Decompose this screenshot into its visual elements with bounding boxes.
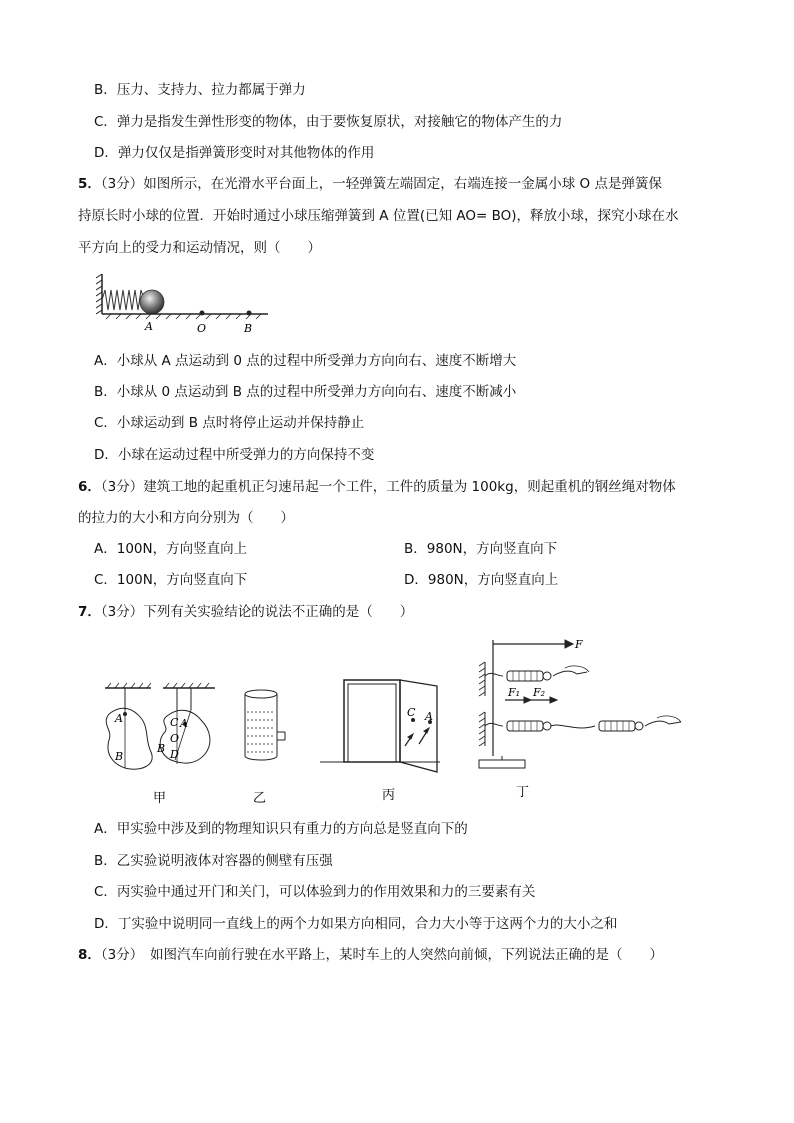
q8-stem-text: 如图汽车向前行驶在水平路上，某时车上的人突然向前倾，下列说法正确的是（ ）: [136, 947, 663, 963]
q4-option-c: C．弹力是指发生弹性形变的物体，由于要恢复原状，对接触它的物体产生的力: [94, 114, 563, 130]
label-jia: 甲: [153, 791, 167, 806]
q7-option-c: C．丙实验中通过开门和关门，可以体验到力的作用效果和力的三要素有关: [94, 884, 536, 900]
label-bing: 丙: [382, 788, 396, 803]
q5-stem-text: 如图所示，在光滑水平台面上，一轻弹簧左端固定，右端连接一金属小球 O 点是弹簧保: [143, 176, 662, 192]
ding-label-f: F: [575, 638, 583, 651]
jia-label-b: B: [115, 750, 124, 763]
q7-stem-line: [78, 602, 413, 622]
q7-option-b: B．乙实验说明液体对容器的侧壁有压强: [94, 853, 333, 869]
q5-option-a: A．小球从 A 点运动到 0 点的过程中所受弹力方向向右、速度不断增大: [94, 353, 517, 369]
q7-option-a: A．甲实验中涉及到的物理知识只有重力的方向总是竖直向下的: [94, 821, 468, 837]
q5-label-o: O: [197, 322, 207, 335]
label-yi: 乙: [253, 791, 267, 806]
q4-option-d: D．弹力仅仅是指弹簧形变时对其他物体的作用: [94, 145, 375, 161]
q5-stem-line3: 平方向上的受力和运动情况，则（ ）: [78, 240, 321, 256]
q5-stem-line1: [78, 174, 662, 194]
q6-option-d: D．980N，方向竖直向上: [404, 572, 559, 588]
bing-figure: [320, 680, 440, 772]
q8-number: 8．: [78, 947, 101, 963]
ding-label-f2: F₂: [533, 686, 546, 699]
q6-option-b: B．980N，方向竖直向下: [404, 541, 558, 557]
q5-label-b: B: [244, 322, 253, 335]
jia-label-b2: B: [157, 742, 166, 755]
jia-label-c: C: [170, 716, 179, 729]
jia-label-o: O: [170, 732, 180, 745]
jia-label-d: D: [170, 748, 179, 761]
bing-label-c: C: [407, 706, 416, 719]
q5-spring-figure: [96, 270, 276, 336]
q8-stem-line: [78, 945, 663, 965]
q6-score: （3分）: [100, 479, 144, 495]
q6-number: 6．: [78, 479, 101, 495]
bing-label-a: A: [425, 710, 433, 723]
q7-score: （3分）: [100, 604, 144, 620]
q5-stem-line2: 持原长时小球的位置．开始时通过小球压缩弹簧到 A 位置(已知 AO= BO)，释放小球，探究小球在水: [78, 208, 679, 224]
ding-label-f1: F₁: [508, 686, 521, 699]
q5-option-b: B．小球从 0 点运动到 B 点的过程中所受弹力方向向右、速度不断减小: [94, 384, 517, 400]
q6-option-a: A．100N，方向竖直向上: [94, 541, 248, 557]
q7-stem-text: 下列有关实验结论的说法不正确的是（ ）: [143, 604, 414, 620]
q7-number: 7．: [78, 604, 101, 620]
ding-figure: [479, 640, 681, 768]
q6-option-c: C．100N，方向竖直向下: [94, 572, 248, 588]
q6-stem-text: 建筑工地的起重机正匀速吊起一个工件，工件的质量为 100kg，则起重机的钢丝绳对物体: [143, 479, 676, 495]
q6-stem-line2: 的拉力的大小和方向分别为（ ）: [78, 510, 294, 526]
q6-stem-line1: [78, 477, 676, 497]
label-ding: 丁: [516, 785, 530, 800]
yi-figure: [245, 690, 285, 760]
jia-label-a: A: [115, 712, 123, 725]
jia-label-a2: A: [180, 717, 188, 730]
q5-option-d: D．小球在运动过程中所受弹力的方向保持不变: [94, 447, 375, 463]
q5-number: 5．: [78, 176, 101, 192]
q7-option-d: D．丁实验中说明同一直线上的两个力如果方向相同，合力大小等于这两个力的大小之和: [94, 916, 618, 932]
q5-score: （3分）: [100, 176, 144, 192]
q5-label-a: A: [145, 320, 153, 333]
q8-score: （3分）: [100, 947, 137, 963]
q4-option-b: B．压力、支持力、拉力都属于弹力: [94, 82, 306, 98]
q5-option-c: C．小球运动到 B 点时将停止运动并保持静止: [94, 415, 365, 431]
q7-experiments-figure: [95, 636, 685, 808]
